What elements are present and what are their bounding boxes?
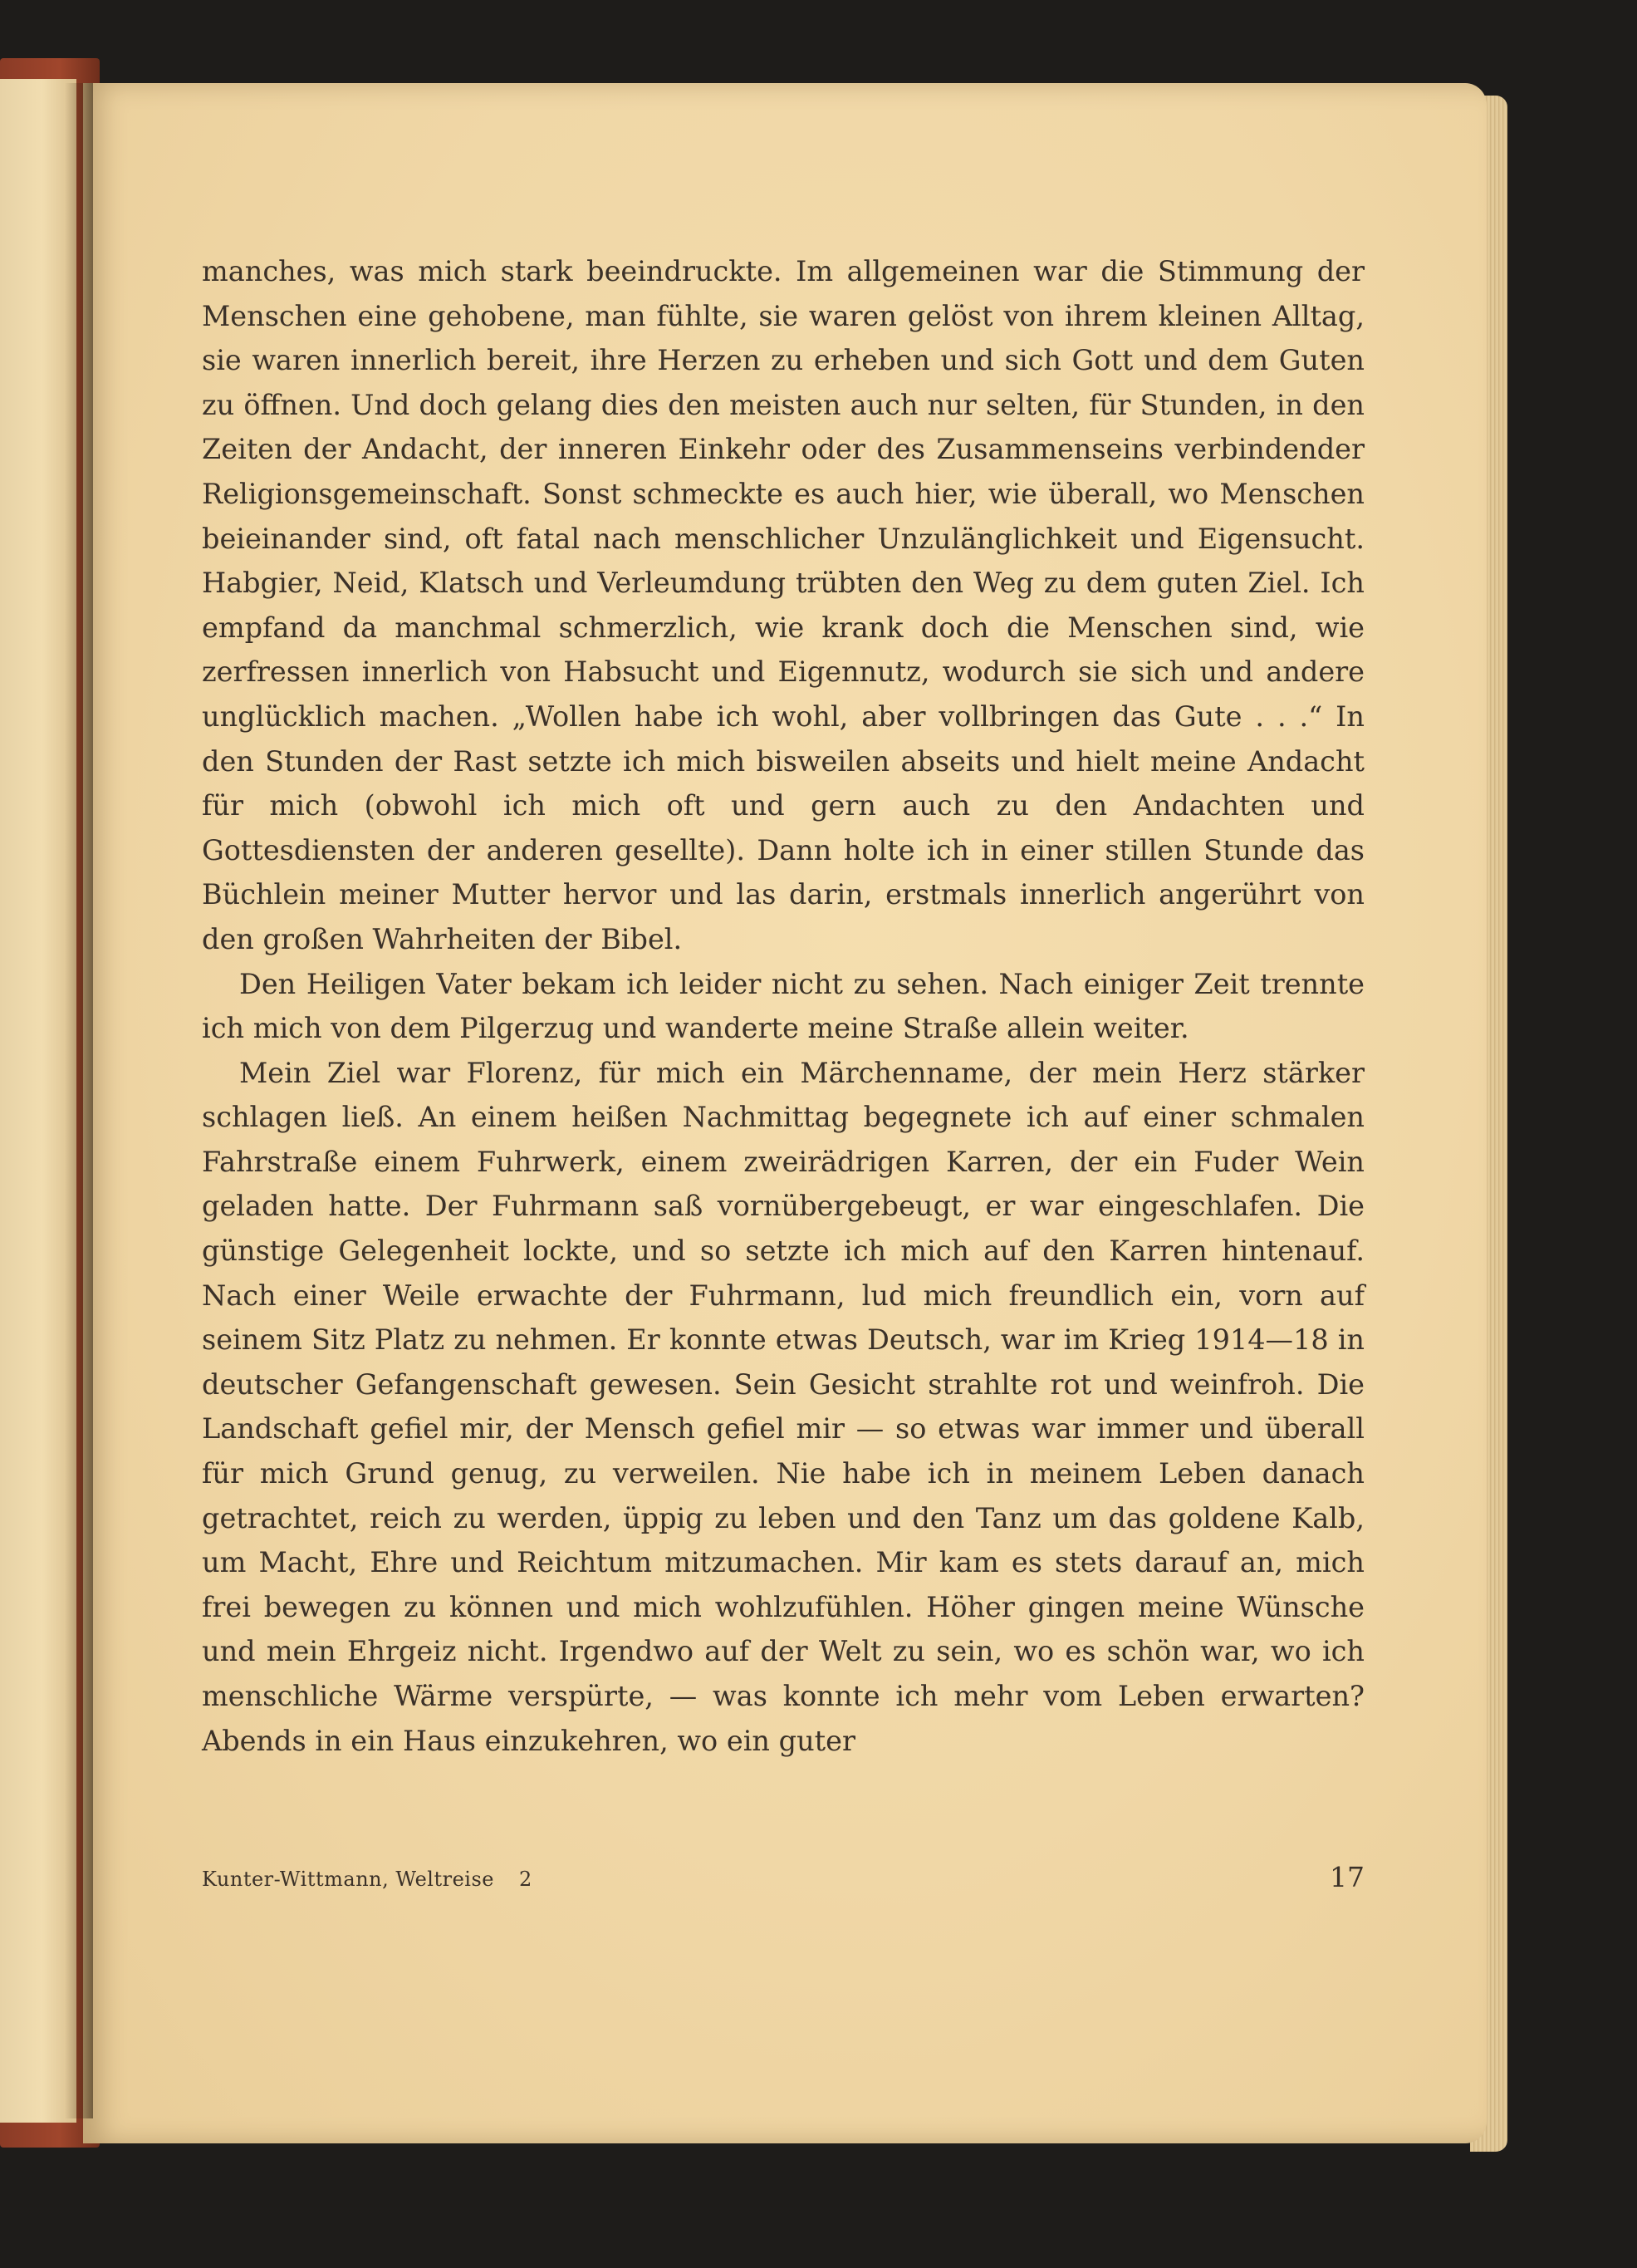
page-footer	[202, 1861, 1365, 1894]
paragraph: Mein Ziel war Florenz, für mich ein Märchenname, der mein Herz stärker schlagen ließ. An einem heißen Nachmittag begegnete ich auf einer schmalen Fahrstraße einem Fuhrwerk, einem zweirädrigen Karren, der ein Fuder Wein geladen hatte. Der Fuhrmann saß vornübergebeugt, er war eingeschlafen. Die günstige Gelegenheit lockte, und so setzte ich mich auf den Karren hintenauf. Nach einer Weile erwachte der Fuhrmann, lud mich freundlich ein, vorn auf seinem Sitz Platz zu nehmen. Er konnte etwas Deutsch, war im Krieg 1914—18 in deutscher Gefangenschaft gewesen. Sein Gesicht strahlte rot und weinfroh. Die Landschaft gefiel mir, der Mensch gefiel mir — so etwas war immer und überall für mich Grund genug, zu verweilen. Nie habe ich in meinem Leben danach getrachtet, reich zu werden, üppig zu leben und den Tanz um das goldene Kalb, um Macht, Ehre und Reichtum mitzumachen. Mir kam es stets darauf an, mich frei bewegen zu können und mich wohlzufühlen. Höher gingen meine Wünsche und mein Ehrgeiz nicht. Irgendwo auf der Welt zu sein, wo es schön war, wo ich menschliche Wärme verspürte, — was konnte ich mehr vom Leben erwarten? Abends in ein Haus einzukehren, wo ein guter	[202, 1056, 1365, 1757]
paragraph: manches, was mich stark beeindruckte. Im allgemeinen war die Stimmung der Menschen eine gehobene, man fühlte, sie waren gelöst von ihrem kleinen Alltag, sie waren innerlich bereit, ihre Herzen zu erheben und sich Gott und dem Guten zu öffnen. Und doch gelang dies den meisten auch nur selten, für Stunden, in den Zeiten der Andacht, der inneren Einkehr oder des Zusammenseins verbindender Religionsgemeinschaft. Sonst schmeckte es auch hier, wie überall, wo Menschen beieinander sind, oft fatal nach menschlicher Unzulänglichkeit und Eigensucht. Habgier, Neid, Klatsch und Verleumdung trübten den Weg zu dem guten Ziel. Ich empfand da manchmal schmerzlich, wie krank doch die Menschen sind, wie zerfressen innerlich von Habsucht und Eigennutz, wodurch sie sich und andere unglücklich machen. „Wollen habe ich wohl, aber vollbringen das Gute . . .“ In den Stunden der Rast setzte ich mich bisweilen abseits und hielt meine Andacht für mich (obwohl ich mich oft und gern auch zu den Andachten und Gottesdiensten der anderen gesellte). Dann holte ich in einer stillen Stunde das Büchlein meiner Mutter hervor und las darin, erstmals innerlich angerührt von den großen Wahrheiten der Bibel.	[202, 255, 1365, 955]
body-text	[202, 249, 1365, 1763]
book-page	[83, 83, 1487, 2143]
paragraph: Den Heiligen Vater bekam ich leider nicht zu sehen. Nach einiger Zeit trennte ich mich von dem Pilgerzug und wanderte meine Straße allein weiter.	[202, 967, 1365, 1045]
footer-signature-number: 2	[519, 1868, 532, 1891]
book-gutter-shadow	[65, 83, 93, 2118]
footer-signature-title: Kunter-Wittmann, Weltreise	[202, 1868, 494, 1891]
page-number: 17	[1330, 1861, 1365, 1893]
footer-signature	[202, 1868, 532, 1891]
